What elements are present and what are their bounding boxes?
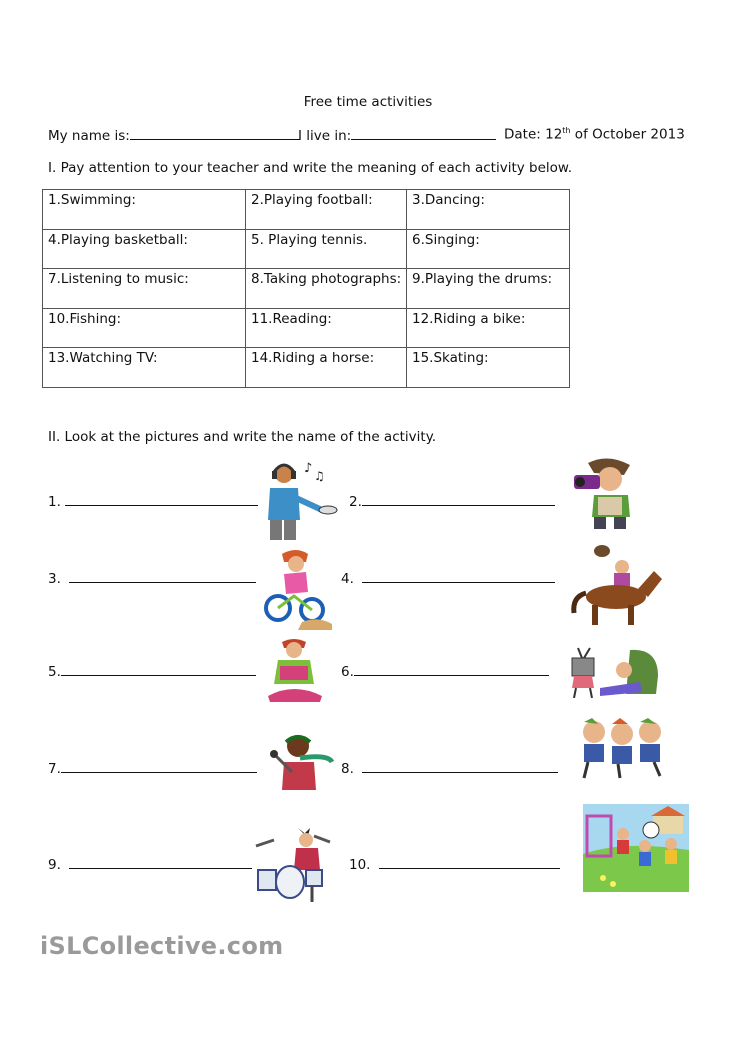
answer-item-9: 9. bbox=[48, 857, 252, 873]
date-prefix: Date: 12 bbox=[504, 126, 563, 143]
answer-blank[interactable] bbox=[354, 665, 549, 676]
table-cell[interactable]: 10.Fishing: bbox=[43, 308, 246, 348]
table-row bbox=[43, 269, 570, 309]
dancing-picture bbox=[578, 716, 666, 780]
table-cell[interactable]: 6.Singing: bbox=[407, 229, 570, 269]
answer-blank[interactable] bbox=[65, 495, 258, 506]
live-field bbox=[298, 126, 496, 144]
table-cell[interactable]: 8.Taking photographs: bbox=[246, 269, 407, 309]
answer-item-5: 5. bbox=[48, 664, 256, 680]
name-field bbox=[48, 126, 300, 144]
table-cell[interactable]: 1.Swimming: bbox=[43, 190, 246, 230]
taking-photographs-picture bbox=[568, 455, 652, 531]
watermark-logo: iSLCollective.com bbox=[40, 932, 284, 960]
date-superscript: th bbox=[562, 126, 571, 135]
answer-blank[interactable] bbox=[362, 495, 555, 506]
table-cell[interactable]: 9.Playing the drums: bbox=[407, 269, 570, 309]
answer-blank[interactable] bbox=[69, 858, 252, 869]
section2-instruction: II. Look at the pictures and write the name of the activity. bbox=[48, 429, 437, 445]
table-cell[interactable]: 3.Dancing: bbox=[407, 190, 570, 230]
table-cell[interactable]: 4.Playing basketball: bbox=[43, 229, 246, 269]
activity-table bbox=[42, 189, 570, 388]
table-row bbox=[43, 190, 570, 230]
table-cell[interactable]: 2.Playing football: bbox=[246, 190, 407, 230]
answer-item-10: 10. bbox=[349, 857, 560, 873]
table-row bbox=[43, 229, 570, 269]
watching-tv-picture bbox=[570, 644, 660, 698]
answer-blank[interactable] bbox=[379, 858, 560, 869]
playing-the-drums-picture bbox=[252, 826, 332, 902]
playing-football-picture bbox=[583, 804, 689, 892]
name-blank[interactable] bbox=[130, 126, 300, 140]
table-row bbox=[43, 348, 570, 388]
answer-blank[interactable] bbox=[61, 762, 257, 773]
riding-a-bike-picture bbox=[262, 546, 334, 630]
table-cell[interactable]: 15.Skating: bbox=[407, 348, 570, 388]
singing-picture bbox=[268, 732, 334, 792]
answer-blank[interactable] bbox=[362, 762, 558, 773]
listening-to-music-picture bbox=[262, 458, 342, 542]
table-cell[interactable]: 12.Riding a bike: bbox=[407, 308, 570, 348]
svg-text:♫: ♫ bbox=[314, 469, 325, 483]
date-suffix: of October 2013 bbox=[570, 126, 685, 143]
answer-item-8: 8. bbox=[341, 761, 558, 777]
section1-instruction: I. Pay attention to your teacher and write the meaning of each activity below. bbox=[48, 160, 573, 176]
table-row bbox=[43, 308, 570, 348]
answer-item-1: 1. bbox=[48, 494, 258, 510]
answer-item-2: 2. bbox=[349, 494, 555, 510]
table-cell[interactable]: 5. Playing tennis. bbox=[246, 229, 407, 269]
answer-blank[interactable] bbox=[69, 572, 256, 583]
riding-a-horse-picture bbox=[566, 541, 664, 627]
table-cell[interactable]: 14.Riding a horse: bbox=[246, 348, 407, 388]
date-field bbox=[504, 126, 685, 143]
table-cell[interactable]: 13.Watching TV: bbox=[43, 348, 246, 388]
worksheet-title: Free time activities bbox=[303, 94, 433, 110]
answer-item-4: 4. bbox=[341, 571, 555, 587]
answer-blank[interactable] bbox=[61, 665, 256, 676]
table-cell[interactable]: 11.Reading: bbox=[246, 308, 407, 348]
svg-text:♪: ♪ bbox=[304, 461, 313, 476]
answer-item-7: 7. bbox=[48, 761, 257, 777]
table-cell[interactable]: 7.Listening to music: bbox=[43, 269, 246, 309]
live-blank[interactable] bbox=[351, 126, 496, 140]
answer-item-6: 6. bbox=[341, 664, 549, 680]
answer-blank[interactable] bbox=[362, 572, 555, 583]
live-label: I live in: bbox=[298, 128, 352, 144]
answer-item-3: 3. bbox=[48, 571, 256, 587]
name-label: My name is: bbox=[48, 128, 130, 144]
reading-picture bbox=[264, 636, 326, 704]
